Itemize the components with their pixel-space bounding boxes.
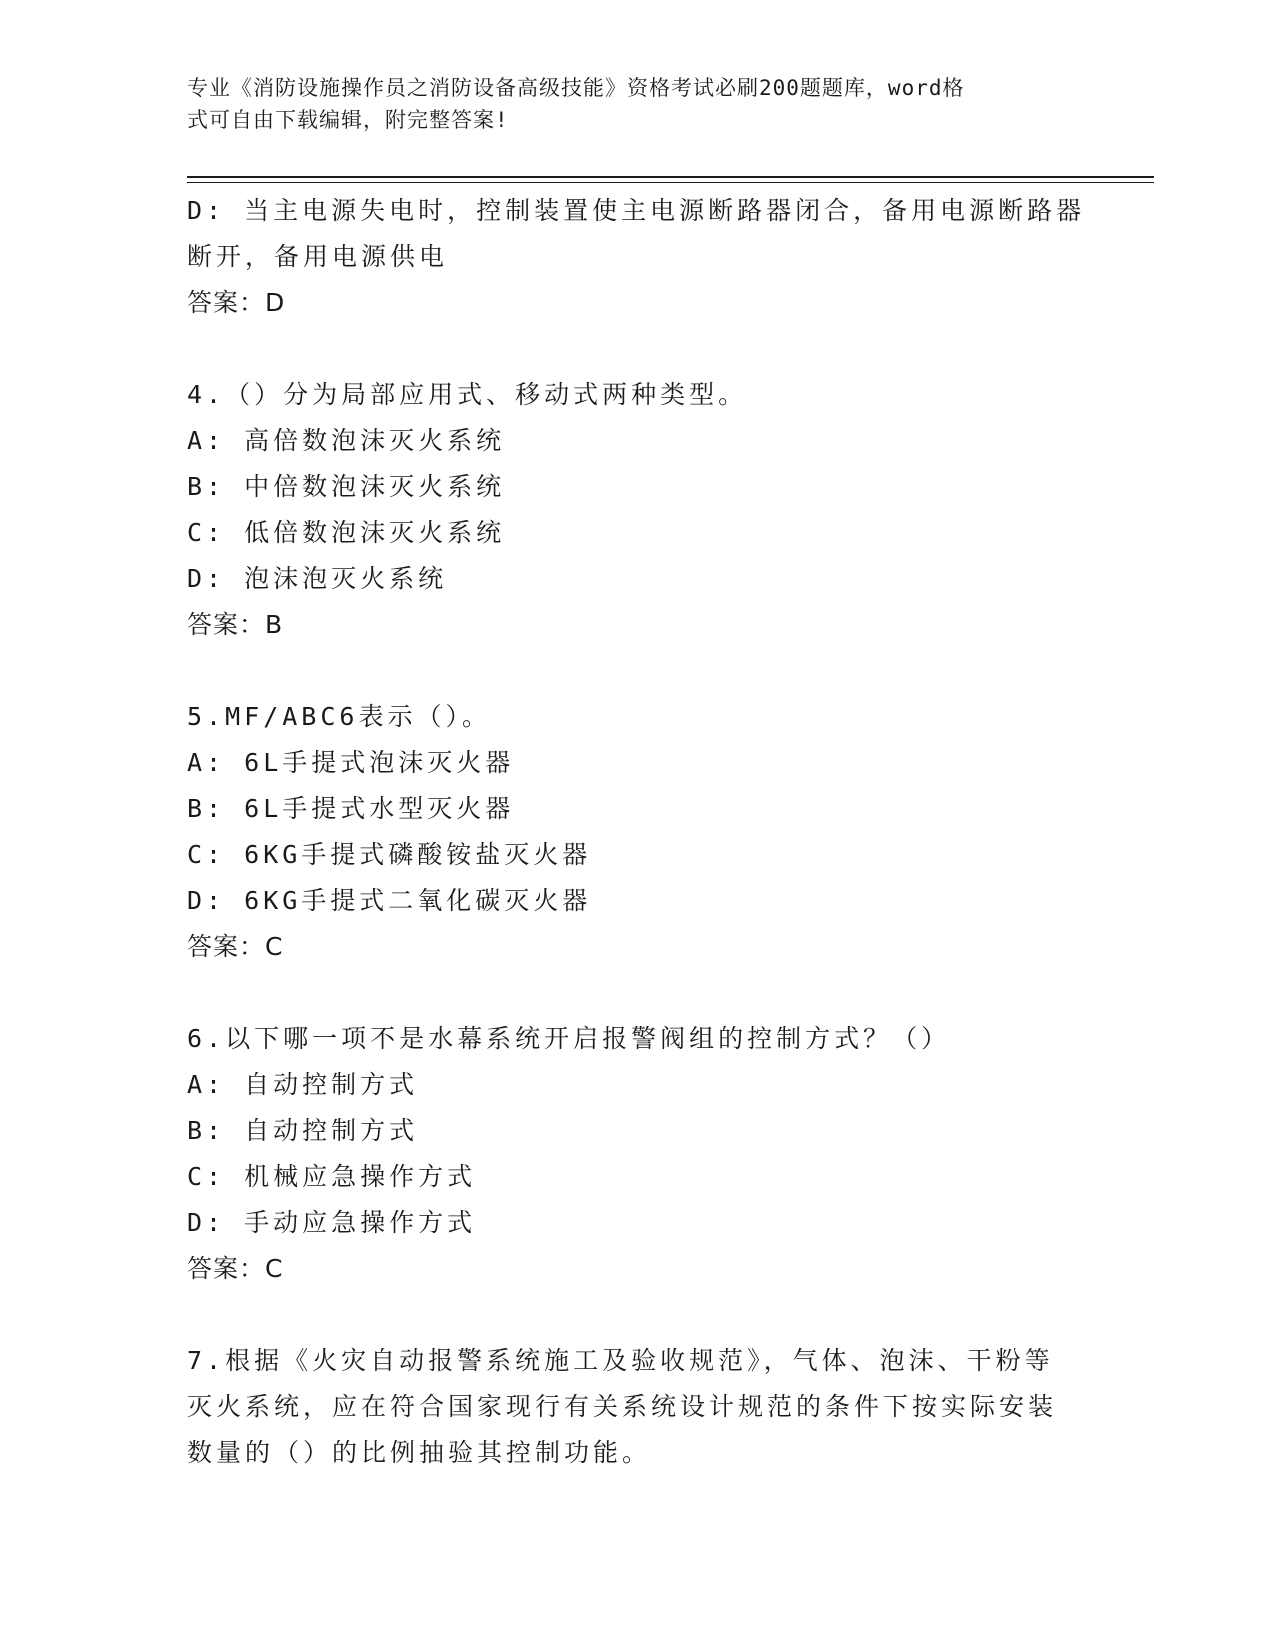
question-stem-line-1: 7.根据《火灾自动报警系统施工及验收规范》，气体、泡沫、干粉等 bbox=[187, 1346, 1054, 1375]
question-stem-line-2: 灭火系统，应在符合国家现行有关系统设计规范的条件下按实际安装 bbox=[187, 1392, 1058, 1421]
header-divider-thin bbox=[187, 182, 1154, 183]
spacer bbox=[187, 970, 1087, 1016]
spacer bbox=[187, 648, 1087, 694]
question-stem-line-3: 数量的（）的比例抽验其控制功能。 bbox=[187, 1438, 652, 1467]
question-3 bbox=[187, 188, 1087, 326]
option-d-line-2: 断开，备用电源供电 bbox=[187, 242, 449, 271]
option-b: B: 中倍数泡沫灭火系统 bbox=[187, 472, 506, 501]
question-stem: 5.MF/ABC6表示（）。 bbox=[187, 702, 491, 731]
header-divider-thick bbox=[187, 176, 1154, 178]
answer-label: 答案：C bbox=[187, 932, 284, 961]
answer-label: 答案：D bbox=[187, 288, 286, 317]
answer-label: 答案：C bbox=[187, 1254, 284, 1283]
answer-label: 答案：B bbox=[187, 610, 284, 639]
option-c: C: 机械应急操作方式 bbox=[187, 1162, 477, 1191]
header-line-1: 专业《消防设施操作员之消防设备高级技能》资格考试必刷200题题库，word格 bbox=[187, 76, 965, 100]
question-list bbox=[187, 188, 1087, 1476]
option-d-line-1: D: 当主电源失电时，控制装置使主电源断路器闭合，备用电源断路器 bbox=[187, 196, 1086, 225]
question-7 bbox=[187, 1338, 1087, 1476]
option-b: B: 自动控制方式 bbox=[187, 1116, 419, 1145]
option-d: D: 泡沫泡灭火系统 bbox=[187, 564, 448, 593]
option-a: A: 自动控制方式 bbox=[187, 1070, 419, 1099]
option-b: B: 6L手提式水型灭火器 bbox=[187, 794, 515, 823]
option-c: C: 6KG手提式磷酸铵盐灭火器 bbox=[187, 840, 592, 869]
question-5 bbox=[187, 694, 1087, 970]
question-4 bbox=[187, 372, 1087, 648]
spacer bbox=[187, 1292, 1087, 1338]
question-stem: 4.（）分为局部应用式、移动式两种类型。 bbox=[187, 380, 748, 409]
question-stem: 6.以下哪一项不是水幕系统开启报警阀组的控制方式？（） bbox=[187, 1024, 951, 1053]
option-d: D: 手动应急操作方式 bbox=[187, 1208, 477, 1237]
option-c: C: 低倍数泡沫灭火系统 bbox=[187, 518, 506, 547]
option-a: A: 6L手提式泡沫灭火器 bbox=[187, 748, 515, 777]
option-d: D: 6KG手提式二氧化碳灭火器 bbox=[187, 886, 592, 915]
spacer bbox=[187, 326, 1087, 372]
option-a: A: 高倍数泡沫灭火系统 bbox=[187, 426, 506, 455]
document-header bbox=[187, 72, 1067, 136]
question-6 bbox=[187, 1016, 1087, 1292]
header-line-2: 式可自由下载编辑，附完整答案! bbox=[187, 108, 509, 132]
